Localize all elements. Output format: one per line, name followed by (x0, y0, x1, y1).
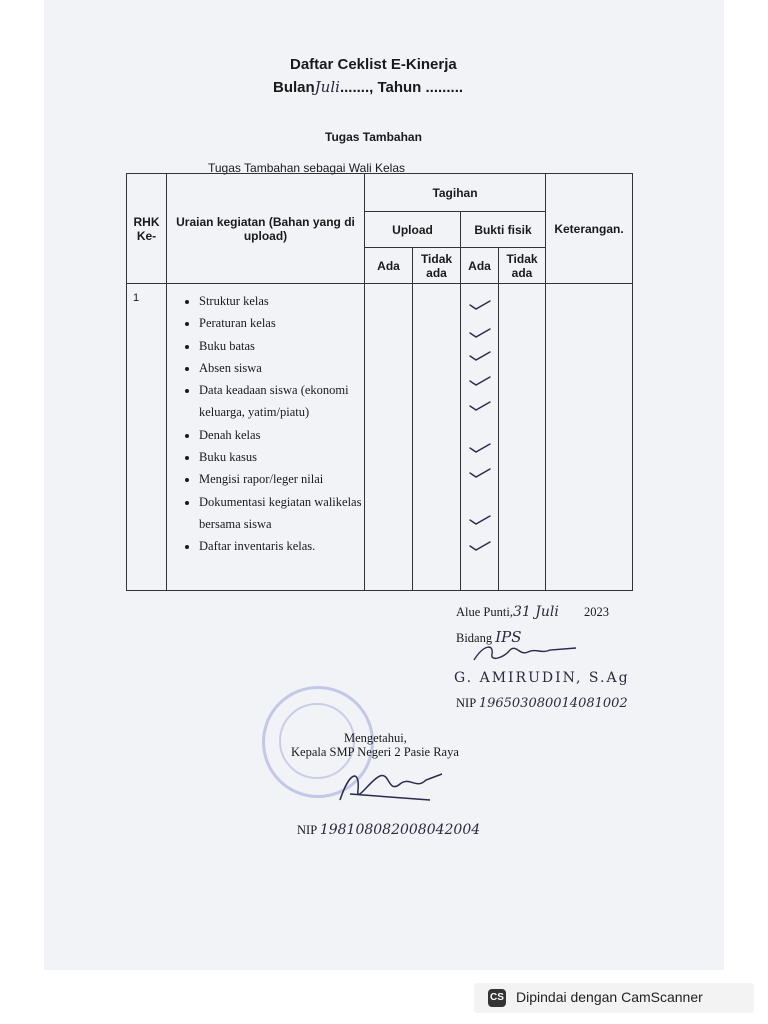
camscanner-watermark (474, 983, 754, 1013)
place-date-line (456, 604, 609, 620)
field-label: Bidang (456, 631, 493, 645)
task-item: • Absen siswa (199, 357, 364, 379)
year-label: Tahun ......... (377, 79, 464, 96)
task-list (167, 290, 364, 558)
header-keterangan: Keterangan. (546, 174, 633, 284)
header-uraian: Uraian kegiatan (Bahan yang di upload) (167, 174, 365, 284)
task-item: • Daftar inventaris kelas. (199, 535, 364, 557)
document-title: Daftar Ceklist E-Kinerja (290, 56, 457, 73)
task-item: • Peraturan kelas (199, 312, 364, 334)
keterangan-cell (546, 284, 633, 591)
header-bukti-tidak-ada: Tidak ada (499, 248, 546, 284)
upload-tidak-ada-cell (413, 284, 461, 591)
teacher-signature (470, 640, 580, 666)
principal-position: Kepala SMP Negeri 2 Pasie Raya (291, 745, 459, 759)
principal-nip-label: NIP (297, 823, 317, 837)
task-item: • Buku batas (199, 335, 364, 357)
teacher-nip-line (456, 696, 628, 711)
principal-nip-handwritten: 198108082008042004 (319, 822, 481, 838)
bukti-ada-cell (461, 284, 499, 591)
principal-nip-line (297, 822, 480, 838)
bukti-tidak-ada-cell (499, 284, 546, 591)
subsection-title: Tugas Tambahan sebagai Wali Kelas (208, 161, 406, 175)
section-title: Tugas Tambahan (325, 130, 422, 144)
header-bukti-fisik: Bukti fisik (461, 212, 546, 248)
month-handwritten: Juli (314, 78, 340, 96)
teacher-name-handwritten: G. AMIRUDIN, S.Ag (454, 670, 630, 686)
month-label: Bulan (273, 79, 315, 96)
task-item: • Mengisi rapor/leger nilai (199, 468, 364, 490)
acknowledged-label: Mengetahui, (344, 731, 407, 745)
task-list-cell (167, 284, 365, 591)
camscanner-text: Dipindai dengan CamScanner (516, 989, 703, 1005)
header-upload-tidak-ada: Tidak ada (413, 248, 461, 284)
task-item: • Data keadaan siswa (ekonomi keluarga, yatim/piatu) (199, 379, 364, 424)
place-label: Alue Punti, (456, 605, 513, 619)
upload-ada-cell (365, 284, 413, 591)
header-upload-ada: Ada (365, 248, 413, 284)
task-item: • Dokumentasi kegiatan walikelas bersama siswa (199, 491, 364, 536)
header-rhk: RHK Ke- (127, 174, 167, 284)
checklist-table (126, 173, 633, 591)
teacher-nip-label: NIP (456, 696, 476, 710)
camscanner-logo: CS (488, 989, 506, 1007)
date-handwritten: 31 Juli (512, 604, 559, 620)
header-bukti-ada: Ada (461, 248, 499, 284)
year-value: 2023 (583, 605, 609, 619)
header-tagihan: Tagihan (365, 174, 546, 212)
field-handwritten: IPS (495, 628, 522, 646)
task-item: • Struktur kelas (199, 290, 364, 312)
teacher-nip-handwritten: 196503080014081002 (478, 696, 628, 711)
task-item: • Denah kelas (199, 424, 364, 446)
rhk-number: 1 (127, 284, 167, 591)
task-item: • Buku kasus (199, 446, 364, 468)
principal-signature (330, 760, 450, 810)
month-year-line (273, 78, 463, 96)
header-upload: Upload (365, 212, 461, 248)
month-dots: ......., (339, 79, 374, 96)
